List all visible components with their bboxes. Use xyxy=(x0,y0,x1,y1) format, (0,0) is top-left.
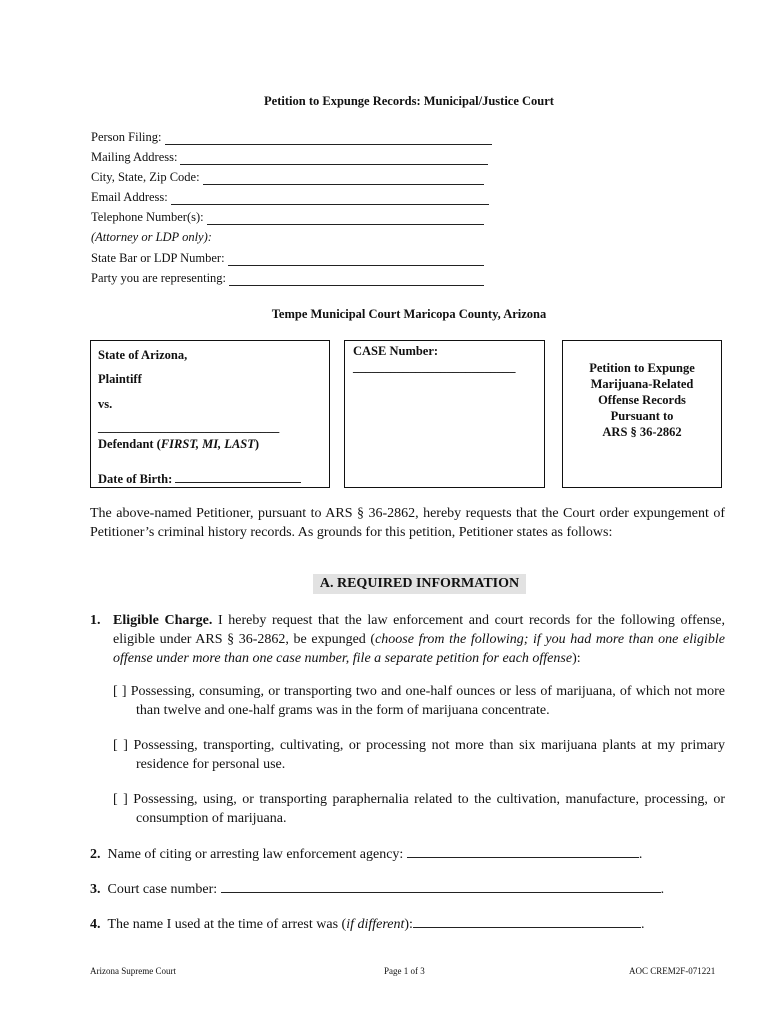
item-1-number: 1. xyxy=(90,613,101,628)
document-title-box xyxy=(562,340,722,488)
email-address-row xyxy=(91,187,489,205)
state-bar-field[interactable] xyxy=(228,252,484,266)
arrest-name-field[interactable] xyxy=(413,914,641,928)
form-code: AOC CREM2F-071221 xyxy=(629,966,716,976)
doc-title-line-5: ARS § 36-2862 xyxy=(602,425,682,439)
city-state-zip-row xyxy=(91,167,484,185)
footer-left: Arizona Supreme Court xyxy=(90,966,176,976)
dob-field[interactable] xyxy=(175,469,301,483)
item-4: 4. The name I used at the time of arrest was (if different): . xyxy=(90,914,730,934)
dob-row xyxy=(98,469,301,487)
plaintiff-name: State of Arizona, xyxy=(98,348,188,362)
state-bar-label: State Bar or LDP Number: xyxy=(91,251,225,265)
item-3: 3. Court case number: . xyxy=(90,879,730,899)
person-filing-label: Person Filing: xyxy=(91,130,162,144)
defendant-field[interactable]: _____________________________ xyxy=(98,420,280,434)
attorney-note-row xyxy=(91,227,212,245)
case-number-label: CASE Number: xyxy=(353,344,439,358)
dob-label: Date of Birth: xyxy=(98,472,173,486)
city-state-zip-field[interactable] xyxy=(203,171,484,185)
party-representing-row xyxy=(91,268,484,286)
page-number: Page 1 of 3 xyxy=(384,966,425,976)
email-address-label: Email Address: xyxy=(91,190,168,204)
doc-title-block xyxy=(563,360,721,440)
intro-paragraph: The above-named Petitioner, pursuant to ARS § 36-2862, hereby requests that the Court order expungement of Petitioner’s criminal history records. As grounds for this petition, Petitioner states as follows: xyxy=(90,506,725,540)
defendant-label: Defendant (FIRST, MI, LAST) xyxy=(98,437,260,451)
court-case-number-field[interactable] xyxy=(221,879,661,893)
mailing-address-field[interactable] xyxy=(180,151,488,165)
email-address-field[interactable] xyxy=(171,191,489,205)
option-possession[interactable]: [ ] Possessing, consuming, or transporting two and one-half ounces or less of marijuana, of which not more than twelve and one-half grams was in the form of marijuana concentrate. xyxy=(113,684,725,718)
item-2-label: Name of citing or arresting law enforcement agency: xyxy=(107,847,404,862)
item-1-text: Eligible Charge. I hereby request that the law enforcement and court records for the following offense, eligible under ARS § 36-2862, be expunged (choose from the following; if you had more than one eligible offense under more than one case number, file a separate petition for each offense): xyxy=(113,613,725,666)
doc-title-line-3: Offense Records xyxy=(598,393,686,407)
option-cultivation[interactable]: [ ] Possessing, transporting, cultivating, or processing not more than six marijuana plants at my primary residence for personal use. xyxy=(113,738,725,772)
party-caption-box xyxy=(90,340,330,488)
party-representing-field[interactable] xyxy=(229,272,484,286)
telephone-row xyxy=(91,207,484,225)
city-state-zip-label: City, State, Zip Code: xyxy=(91,170,200,184)
mailing-address-label: Mailing Address: xyxy=(91,150,178,164)
court-name: Tempe Municipal Court Maricopa County, Arizona xyxy=(271,307,547,321)
doc-title-line-4: Pursuant to xyxy=(610,409,674,423)
mailing-address-row xyxy=(91,147,488,165)
item-4-label: The name I used at the time of arrest was (if different): xyxy=(107,917,413,932)
document-title: Petition to Expunge Records: Municipal/Justice Court xyxy=(264,94,554,108)
attorney-note: (Attorney or LDP only): xyxy=(91,230,212,244)
person-filing-row xyxy=(91,127,492,145)
item-1-heading: Eligible Charge. xyxy=(113,613,213,628)
doc-title-line-2: Marijuana-Related xyxy=(590,377,694,391)
doc-title-line-1: Petition to Expunge xyxy=(589,361,695,375)
versus-label: vs. xyxy=(98,397,113,411)
state-bar-row xyxy=(91,248,484,266)
case-number-box xyxy=(344,340,545,488)
case-number-field[interactable]: __________________________ xyxy=(353,360,516,374)
item-3-label: Court case number: xyxy=(107,882,218,897)
agency-field[interactable] xyxy=(407,844,639,858)
plaintiff-role: Plaintiff xyxy=(98,372,142,386)
option-paraphernalia[interactable]: [ ] Possessing, using, or transporting paraphernalia related to the cultivation, manufacture, processing, or consumption of marijuana. xyxy=(113,792,725,826)
party-representing-label: Party you are representing: xyxy=(91,271,227,285)
section-a-heading: A. REQUIRED INFORMATION xyxy=(313,574,526,594)
telephone-label: Telephone Number(s): xyxy=(91,210,204,224)
item-2: 2. Name of citing or arresting law enforcement agency: . xyxy=(90,844,730,864)
telephone-field[interactable] xyxy=(207,211,484,225)
person-filing-field[interactable] xyxy=(165,131,492,145)
